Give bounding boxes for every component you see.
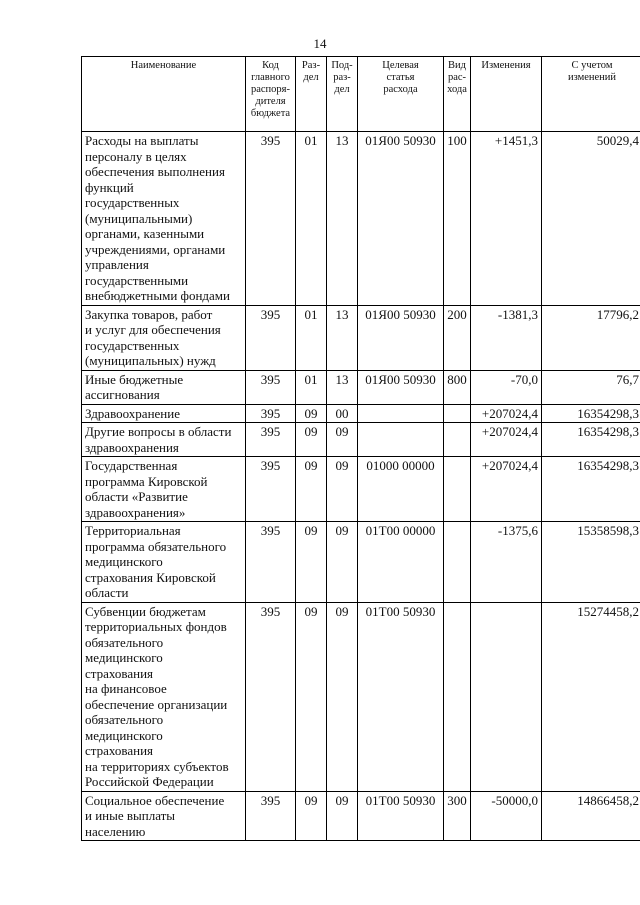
cell-total: 14866458,2 [542, 791, 640, 841]
cell-name: Субвенции бюджетам территориальных фондов обязательного медицинского страхования на финансовое обеспечение организации обязательного медицинского страхования на территориях субъектов Российской Федерации [82, 602, 246, 791]
cell-total: 16354298,3 [542, 457, 640, 522]
table-body [82, 132, 640, 841]
cell-subsection: 09 [327, 423, 358, 457]
cell-target [358, 423, 444, 457]
cell-code: 395 [246, 791, 296, 841]
cell-target [358, 404, 444, 423]
cell-type [444, 404, 471, 423]
table-row [82, 457, 640, 522]
cell-section: 09 [296, 404, 327, 423]
cell-section: 09 [296, 791, 327, 841]
cell-type: 200 [444, 305, 471, 370]
cell-subsection: 00 [327, 404, 358, 423]
cell-code: 395 [246, 522, 296, 603]
table-row [82, 522, 640, 603]
header-total: С учетом изменений [542, 57, 640, 132]
cell-type: 100 [444, 132, 471, 306]
cell-name: Другие вопросы в области здравоохранения [82, 423, 246, 457]
cell-name: Расходы на выплаты персоналу в целях обеспечения выполнения функций государственных (муниципальными) органами, казенными учреждениями, органами управления государственными внебюджетными фондами [82, 132, 246, 306]
table-row [82, 370, 640, 404]
cell-code: 395 [246, 132, 296, 306]
cell-section: 09 [296, 522, 327, 603]
cell-target: 01Т00 50930 [358, 602, 444, 791]
cell-total: 15274458,2 [542, 602, 640, 791]
cell-name: Иные бюджетные ассигнования [82, 370, 246, 404]
cell-change: -1381,3 [471, 305, 542, 370]
cell-total: 16354298,3 [542, 423, 640, 457]
cell-name: Социальное обеспечение и иные выплаты населению [82, 791, 246, 841]
table-row [82, 132, 640, 306]
cell-change: +207024,4 [471, 457, 542, 522]
cell-section: 01 [296, 305, 327, 370]
table-row [82, 791, 640, 841]
cell-type: 800 [444, 370, 471, 404]
page-number: 14 [313, 36, 327, 51]
cell-target: 01Я00 50930 [358, 370, 444, 404]
table-row [82, 305, 640, 370]
cell-section: 01 [296, 370, 327, 404]
cell-type [444, 602, 471, 791]
cell-subsection: 09 [327, 602, 358, 791]
cell-section: 09 [296, 423, 327, 457]
cell-code: 395 [246, 370, 296, 404]
cell-change: +207024,4 [471, 404, 542, 423]
header-change: Изменения [471, 57, 542, 132]
cell-total: 50029,4 [542, 132, 640, 306]
cell-target: 01000 00000 [358, 457, 444, 522]
cell-type [444, 423, 471, 457]
cell-subsection: 09 [327, 457, 358, 522]
header-type: Вид рас- хода [444, 57, 471, 132]
cell-section: 01 [296, 132, 327, 306]
cell-change: -50000,0 [471, 791, 542, 841]
header-target: Целевая статья расхода [358, 57, 444, 132]
cell-section: 09 [296, 457, 327, 522]
table-header-row [82, 57, 640, 132]
cell-subsection: 13 [327, 305, 358, 370]
cell-total: 15358598,3 [542, 522, 640, 603]
cell-total: 76,7 [542, 370, 640, 404]
cell-target: 01Т00 50930 [358, 791, 444, 841]
cell-name: Государственная программа Кировской области «Развитие здравоохранения» [82, 457, 246, 522]
cell-code: 395 [246, 423, 296, 457]
cell-total: 16354298,3 [542, 404, 640, 423]
cell-subsection: 13 [327, 370, 358, 404]
cell-section: 09 [296, 602, 327, 791]
cell-change: -1375,6 [471, 522, 542, 603]
cell-target: 01Я00 50930 [358, 305, 444, 370]
cell-target: 01Т00 00000 [358, 522, 444, 603]
table-row [82, 404, 640, 423]
cell-code: 395 [246, 457, 296, 522]
cell-type: 300 [444, 791, 471, 841]
cell-target: 01Я00 50930 [358, 132, 444, 306]
cell-change: +1451,3 [471, 132, 542, 306]
budget-table [81, 56, 640, 841]
cell-name: Территориальная программа обязательного медицинского страхования Кировской области [82, 522, 246, 603]
cell-change: -70,0 [471, 370, 542, 404]
cell-subsection: 13 [327, 132, 358, 306]
table-row [82, 423, 640, 457]
header-code: Код главного распоря- дителя бюджета [246, 57, 296, 132]
cell-change: +207024,4 [471, 423, 542, 457]
cell-subsection: 09 [327, 791, 358, 841]
cell-code: 395 [246, 404, 296, 423]
table-row [82, 602, 640, 791]
cell-change [471, 602, 542, 791]
header-section: Раз- дел [296, 57, 327, 132]
cell-code: 395 [246, 602, 296, 791]
cell-name: Здравоохранение [82, 404, 246, 423]
cell-type [444, 457, 471, 522]
cell-name: Закупка товаров, работ и услуг для обеспечения государственных (муниципальных) нужд [82, 305, 246, 370]
header-name: Наименование [82, 57, 246, 132]
header-subsection: Под- раз- дел [327, 57, 358, 132]
cell-subsection: 09 [327, 522, 358, 603]
cell-code: 395 [246, 305, 296, 370]
cell-type [444, 522, 471, 603]
cell-total: 17796,2 [542, 305, 640, 370]
